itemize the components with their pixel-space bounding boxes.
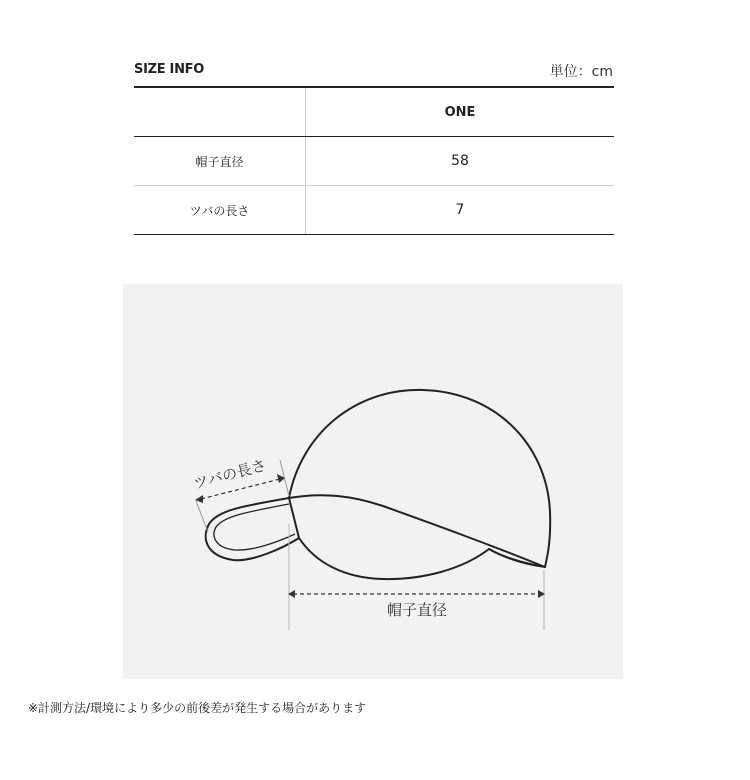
footnote: ※計測方法/環境により多少の前後差が発生する場合があります bbox=[28, 701, 367, 715]
brim-length-label: ツバの長さ bbox=[191, 456, 269, 493]
unit-label: 単位：cm bbox=[549, 64, 613, 80]
table-row bbox=[134, 186, 614, 235]
size-table bbox=[134, 86, 614, 235]
diameter-label: 帽子直径 bbox=[386, 601, 448, 619]
header-cell-one: ONE bbox=[306, 87, 615, 137]
header-cell-empty bbox=[134, 87, 306, 137]
row-label-brim: ツバの長さ bbox=[134, 186, 306, 235]
row-label-diameter: 帽子直径 bbox=[134, 137, 306, 186]
cap-crown bbox=[289, 390, 550, 579]
row-value-diameter: 58 bbox=[306, 137, 615, 186]
row-value-brim: 7 bbox=[306, 186, 615, 235]
size-info-title: SIZE INFO bbox=[134, 62, 204, 77]
table-row bbox=[134, 137, 614, 186]
cap-illustration bbox=[123, 284, 623, 679]
cap-brim bbox=[206, 498, 299, 560]
cap-diagram bbox=[123, 284, 623, 679]
table-header-row bbox=[134, 87, 614, 137]
